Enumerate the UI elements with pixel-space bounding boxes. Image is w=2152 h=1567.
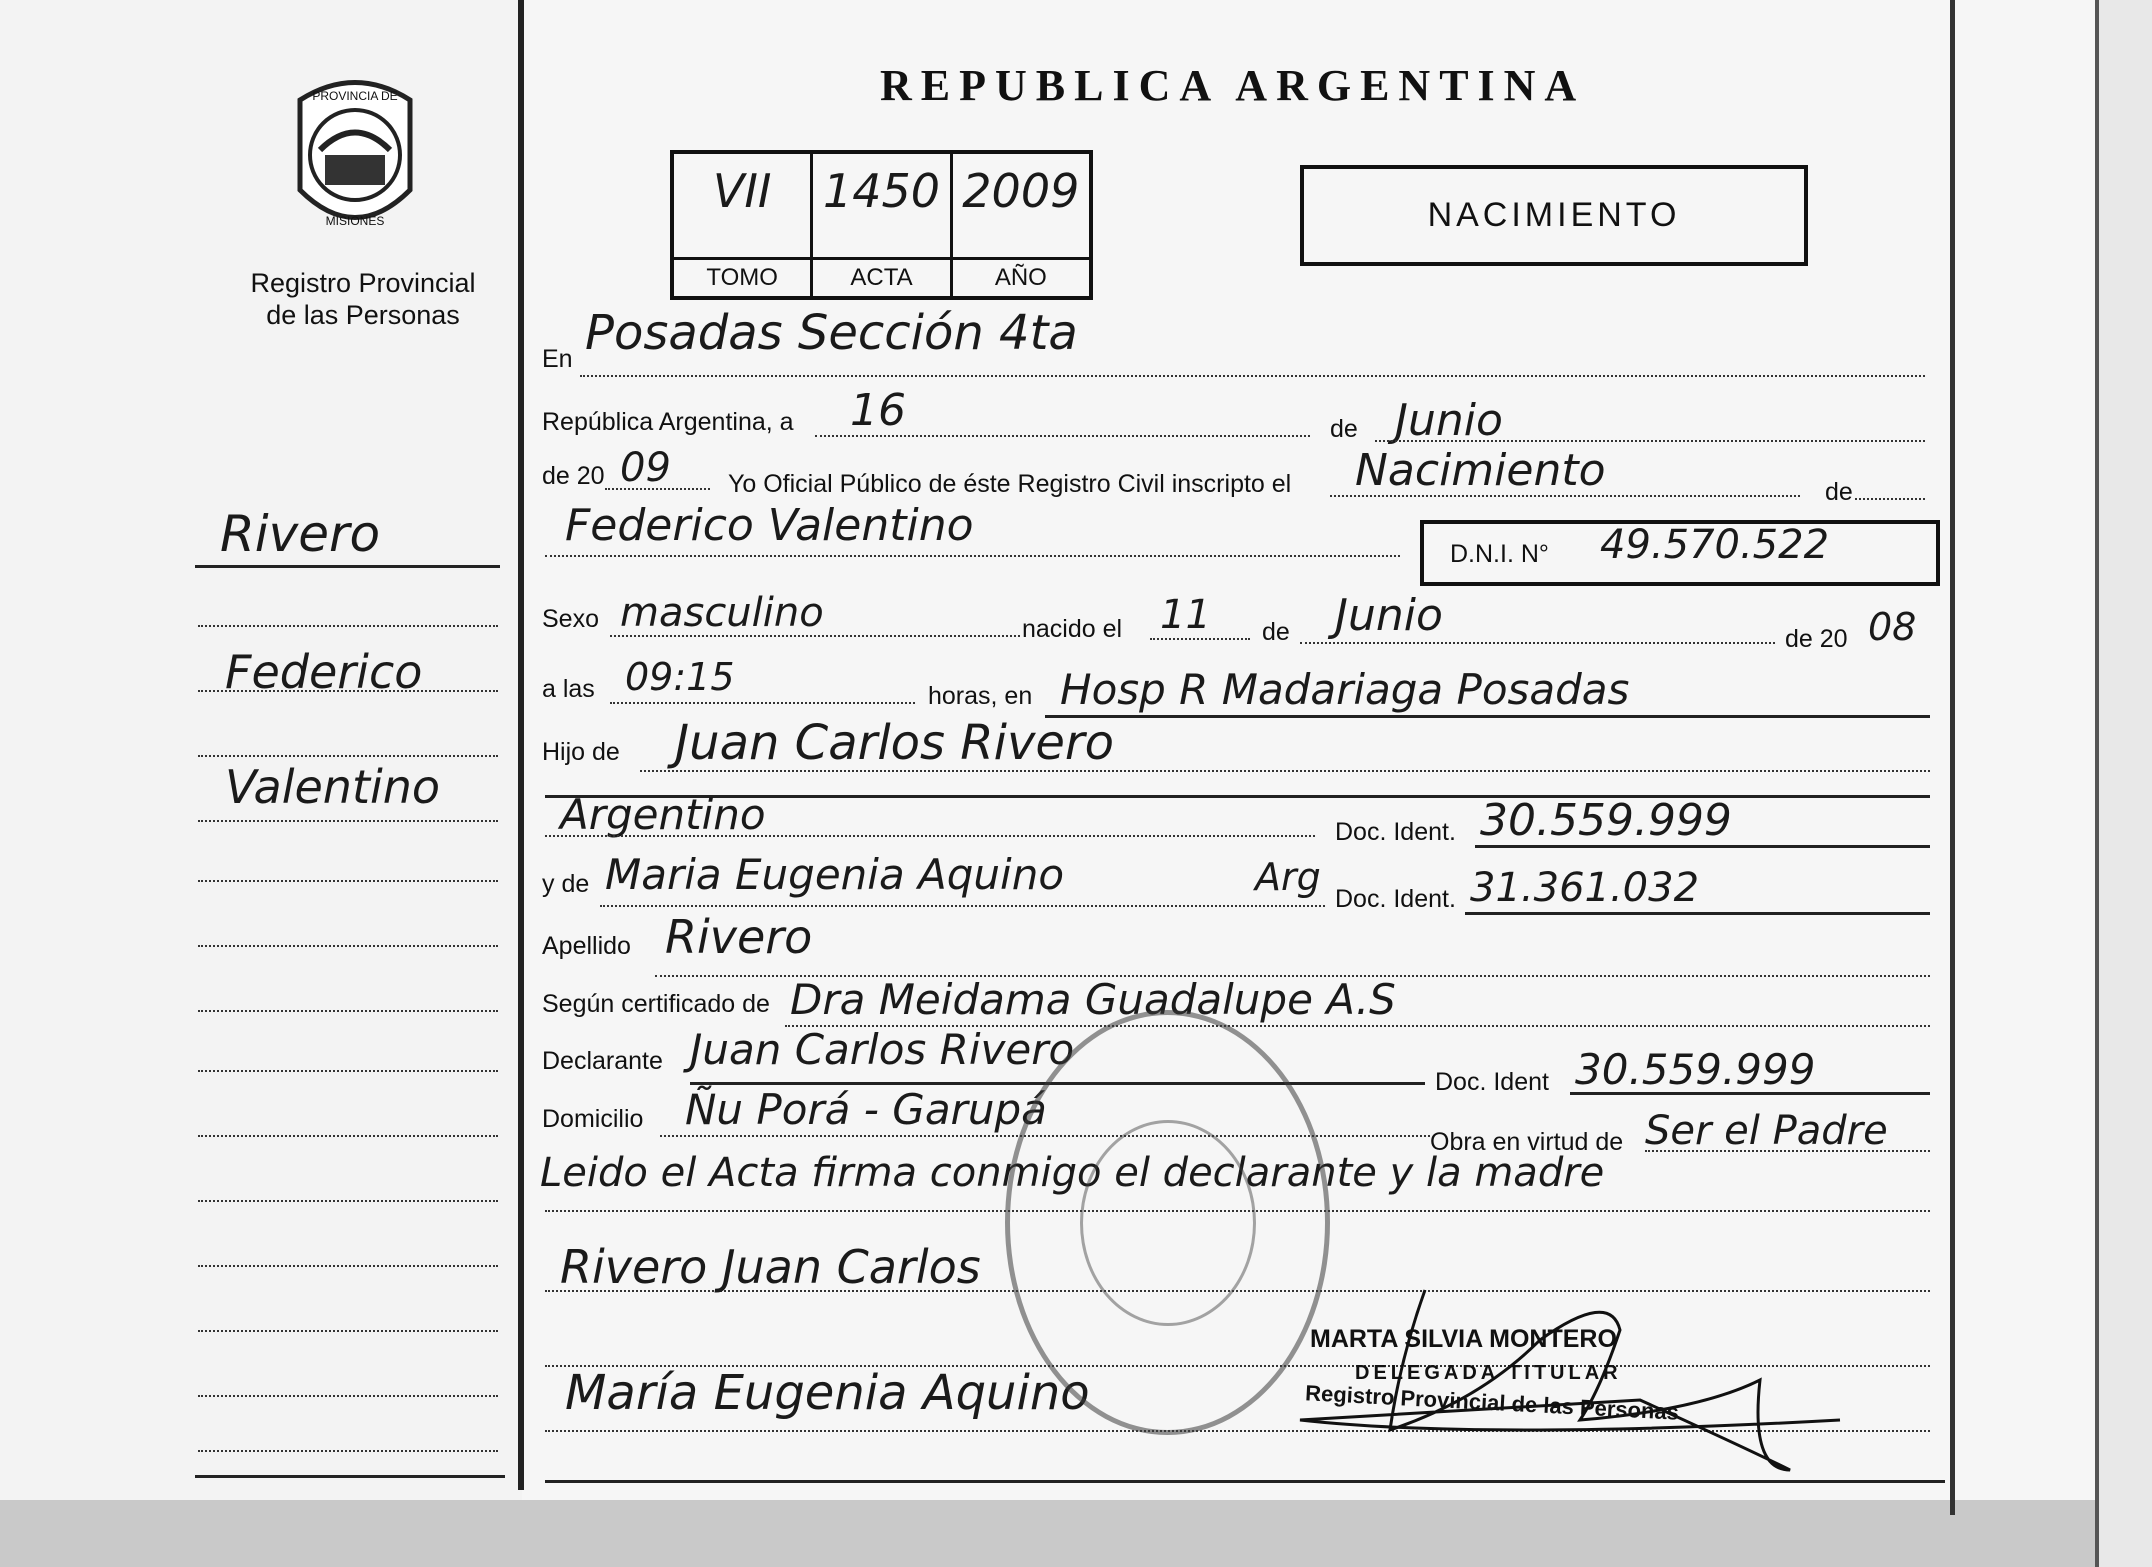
- hora-value: 09:15: [625, 655, 735, 699]
- acta-label: ACTA: [813, 257, 949, 296]
- form-line: [1300, 642, 1775, 644]
- nacido-de-label: de: [1262, 618, 1290, 646]
- de-label: de: [1330, 415, 1358, 443]
- form-line: [1645, 1150, 1930, 1152]
- record-type-box: NACIMIENTO: [1300, 165, 1808, 266]
- apellido-label: Apellido: [542, 932, 631, 960]
- obra-value: Ser el Padre: [1645, 1108, 1888, 1154]
- stub-line: [195, 565, 500, 568]
- alas-label: a las: [542, 675, 595, 703]
- certificado-value: Dra Meidama Guadalupe A.S: [790, 975, 1396, 1024]
- stub-line: [198, 690, 498, 692]
- de20-label: de 20: [542, 462, 605, 490]
- stub-line: [198, 1395, 498, 1397]
- stub-line: [198, 880, 498, 882]
- domicilio-label: Domicilio: [542, 1105, 644, 1133]
- form-line: [545, 555, 1400, 557]
- stub-surname: Rivero: [220, 505, 381, 563]
- register-box: [670, 150, 1093, 300]
- oficial-label: Yo Oficial Público de éste Registro Civil inscripto el: [728, 470, 1292, 498]
- country-title: REPUBLICA ARGENTINA: [880, 61, 1586, 110]
- stub-line: [198, 1135, 498, 1137]
- de20-label-2: de 20: [1785, 625, 1848, 653]
- stamp-name: MARTA SILVIA MONTERO: [1310, 1325, 1617, 1353]
- form-line: [815, 435, 1310, 437]
- stub-line: [198, 1200, 498, 1202]
- doc-label-3: Doc. Ident: [1435, 1068, 1549, 1096]
- delegate-signature: [1280, 1270, 1920, 1500]
- nacido-day: 11: [1160, 592, 1211, 638]
- dni-value: 49.570.522: [1600, 522, 1830, 568]
- tomo-label: TOMO: [674, 257, 810, 296]
- padre-doc: 30.559.999: [1480, 795, 1732, 846]
- registry-name-line1: Registro Provincial: [250, 268, 476, 298]
- acta-cell: [813, 154, 952, 296]
- form-line: [640, 770, 1930, 772]
- nacido-label: nacido el: [1022, 615, 1123, 643]
- stub-line: [198, 625, 498, 627]
- stub-line: [195, 1475, 505, 1478]
- stub-line: [198, 945, 498, 947]
- logo-text-bottom: MISIONES: [325, 214, 385, 228]
- stub-line: [198, 1330, 498, 1332]
- doc-label-2: Doc. Ident.: [1335, 885, 1456, 913]
- form-line: [610, 702, 915, 704]
- form-line: [1150, 638, 1250, 640]
- domicilio-value: Ñu Porá - Garupá: [685, 1085, 1047, 1134]
- doc-label-1: Doc. Ident.: [1335, 818, 1456, 846]
- form-line: [1330, 495, 1800, 497]
- logo-text-top: PROVINCIA DE: [312, 89, 398, 103]
- signature-mother: María Eugenia Aquino: [565, 1365, 1090, 1421]
- stub-column: [0, 0, 522, 1500]
- de-label-2: de: [1825, 478, 1853, 506]
- background-surface: [0, 1500, 2152, 1567]
- provincial-seal-logo: [280, 70, 430, 240]
- form-line: [1045, 715, 1930, 718]
- registry-name-line2: de las Personas: [266, 300, 460, 330]
- form-line: [580, 375, 1925, 377]
- declarante-value: Juan Carlos Rivero: [690, 1025, 1075, 1074]
- form-line: [1570, 1092, 1930, 1095]
- stamp-title: DELEGADA TITULAR: [1355, 1362, 1622, 1384]
- anio-cell: [953, 154, 1089, 296]
- anio-value: 2009: [962, 164, 1080, 218]
- tomo-value: VII: [712, 164, 772, 218]
- padre-value: Juan Carlos Rivero: [675, 715, 1115, 771]
- stub-line: [198, 1010, 498, 1012]
- stub-line: [198, 1070, 498, 1072]
- form-line: [1465, 912, 1930, 915]
- form-line: [545, 835, 1315, 837]
- obra-label: Obra en virtud de: [1430, 1128, 1624, 1156]
- day-value: 16: [850, 385, 906, 436]
- right-margin-line: [1950, 0, 1955, 1515]
- apellido-value: Rivero: [665, 910, 813, 964]
- republica-label: República Argentina, a: [542, 408, 794, 436]
- madre-doc: 31.361.032: [1470, 865, 1700, 911]
- form-line: [610, 635, 1020, 637]
- nacido-year: 08: [1868, 605, 1917, 649]
- en-value: Posadas Sección 4ta: [585, 305, 1078, 361]
- year-value: 09: [620, 445, 671, 491]
- stub-divider: [518, 0, 524, 1490]
- sexo-value: masculino: [620, 590, 824, 636]
- month-value: Junio: [1395, 395, 1503, 446]
- horas-label: horas, en: [928, 682, 1033, 710]
- nacido-month: Junio: [1335, 590, 1443, 641]
- form-line: [1375, 440, 1925, 442]
- official-seal-emblem: [1080, 1120, 1256, 1326]
- form-line: [1855, 498, 1925, 500]
- stamp-org: Registro Provincial de las Personas: [1304, 1380, 1680, 1425]
- sexo-label: Sexo: [542, 605, 599, 633]
- dni-label: D.N.I. N°: [1450, 540, 1549, 568]
- stub-line: [198, 1450, 498, 1452]
- hijo-label: Hijo de: [542, 738, 620, 766]
- tomo-cell: [674, 154, 813, 296]
- stub-line: [198, 755, 498, 757]
- anio-label: AÑO: [953, 257, 1089, 296]
- madre-nacionalidad: Arg: [1255, 855, 1321, 899]
- declarante-doc: 30.559.999: [1575, 1045, 1816, 1094]
- child-name: Federico Valentino: [565, 500, 974, 551]
- en-label: En: [542, 345, 573, 373]
- stub-name1: Federico: [225, 645, 423, 699]
- form-line: [605, 488, 710, 490]
- inscripto-value: Nacimiento: [1355, 445, 1606, 496]
- form-line: [1475, 845, 1930, 848]
- book-edge: [2095, 0, 2152, 1567]
- signature-father: Rivero Juan Carlos: [560, 1240, 981, 1294]
- form-line: [600, 905, 1325, 907]
- stub-name2: Valentino: [225, 760, 441, 814]
- padre-nacionalidad: Argentino: [560, 790, 766, 839]
- lugar-value: Hosp R Madariaga Posadas: [1060, 665, 1630, 714]
- stub-line: [198, 1265, 498, 1267]
- declarante-label: Declarante: [542, 1047, 663, 1075]
- stub-line: [198, 820, 498, 822]
- segun-label: Según certificado de: [542, 990, 770, 1018]
- yde-label: y de: [542, 870, 590, 898]
- acta-value: 1450: [822, 164, 941, 218]
- madre-value: Maria Eugenia Aquino: [605, 850, 1065, 899]
- leido-text: Leido el Acta firma conmigo el declarante y la madre: [540, 1150, 1605, 1196]
